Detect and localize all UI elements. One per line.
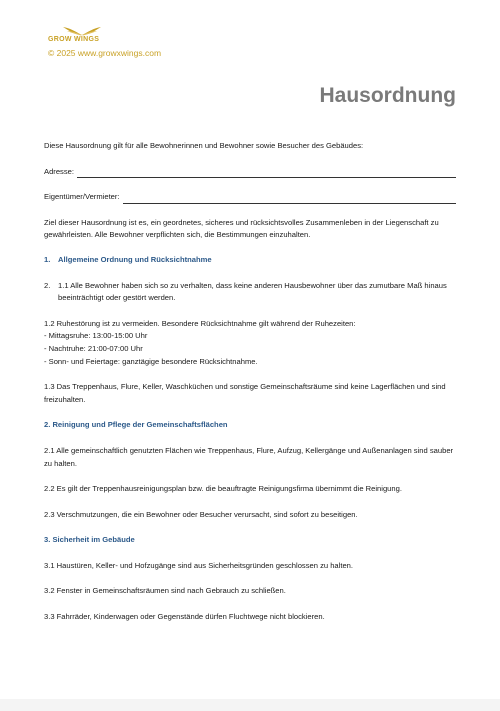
copyright-text: © 2025 www.growxwings.com — [48, 48, 162, 58]
intro-text: Diese Hausordnung gilt für alle Bewohnerinnen und Bewohner sowie Besucher des Gebäudes: — [44, 141, 364, 150]
brand-logo — [48, 26, 138, 48]
owner-label: Eigentümer/Vermieter: — [44, 192, 120, 202]
address-line — [77, 168, 456, 178]
purpose-text: Ziel dieser Hausordnung ist es, ein geordnetes, sicheres und rücksichtsvolles Zusammenleben in der Liegenschaft zu gewährleisten. Alle Bewohner verpflichten sich, die Bestimmungen einzuhalten. — [44, 217, 439, 240]
item-1-2-line3: - Sonn- und Feiertage: ganztägige besondere Rücksichtnahme. — [44, 356, 258, 366]
item-2-1-text: 2.1 Alle gemeinschaftlich genutzten Flächen wie Treppenhaus, Flure, Aufzug, Kellergänge und Außenanlagen sind sauber zu halten. — [44, 445, 454, 468]
page-bottom-bar — [0, 699, 500, 711]
item-1-2-line1: - Mittagsruhe: 13:00-15:00 Uhr — [44, 331, 148, 341]
item-1-2-line2: - Nachtruhe: 21:00-07:00 Uhr — [44, 343, 143, 353]
item-1-1-number: 2. — [44, 280, 51, 290]
section-1-title: Allgemeine Ordnung und Rücksichtnahme — [58, 254, 212, 264]
document-body — [44, 140, 456, 624]
wings-icon — [62, 26, 102, 36]
logo-text: GROW WINGS — [48, 36, 100, 43]
item-3-3-text: 3.3 Fahrräder, Kinderwagen oder Gegenstände dürfen Fluchtwege nicht blockieren. — [44, 612, 325, 622]
address-field — [44, 166, 456, 179]
section-3-heading: 3. Sicherheit im Gebäude — [44, 535, 135, 545]
item-3-2-text: 3.2 Fenster in Gemeinschaftsräumen sind nach Gebrauch zu schließen. — [44, 586, 286, 596]
item-1-2-text: 1.2 Ruhestörung ist zu vermeiden. Besondere Rücksichtnahme gilt während der Ruhezeiten: — [44, 318, 356, 328]
item-3-1-text: 3.1 Haustüren, Keller- und Hofzugänge sind aus Sicherheitsgründen geschlossen zu halten. — [44, 560, 354, 570]
section-1-heading — [44, 254, 456, 267]
owner-field — [44, 191, 456, 204]
item-2-3-text: 2.3 Verschmutzungen, die ein Bewohner oder Besucher verursacht, sind sofort zu beseitigen. — [44, 509, 358, 519]
page-title: Hausordnung — [319, 84, 456, 107]
item-2-2-text: 2.2 Es gilt der Treppenhausreinigungsplan bzw. die beauftragte Reinigungsfirma übernimmt die Reinigung. — [44, 484, 402, 494]
item-1-3-text: 1.3 Das Treppenhaus, Flure, Keller, Waschküchen und sonstige Gemeinschaftsräume sind keine Lagerflächen und sind freizuhalten. — [44, 382, 446, 404]
item-1-1 — [44, 280, 456, 305]
section-1-number: 1. — [44, 254, 51, 264]
address-label: Adresse: — [44, 166, 74, 176]
owner-line — [123, 194, 456, 204]
item-1-1-text: 1.1 Alle Bewohner haben sich so zu verhalten, dass keine anderen Hausbewohner über das zumutbare Maß hinaus beeinträchtigt oder gestört werden. — [58, 280, 447, 303]
section-2-heading: 2. Reinigung und Pflege der Gemeinschaftsflächen — [44, 420, 228, 430]
